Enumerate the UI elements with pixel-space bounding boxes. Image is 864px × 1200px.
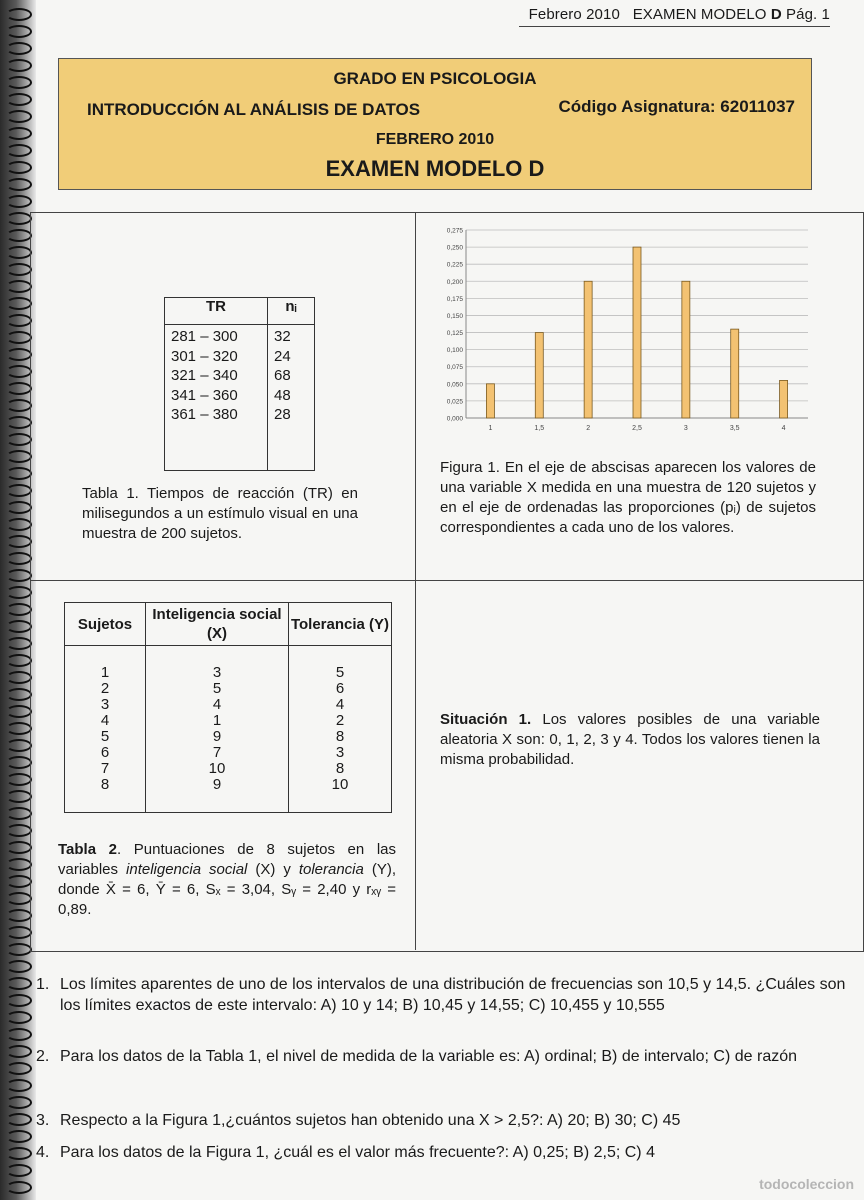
chart-bar: [731, 329, 739, 418]
table2-subject: 1: [100, 664, 110, 682]
chart-y-tick-label: 0,050: [446, 381, 463, 389]
binding-ring: [6, 1147, 32, 1160]
chart-x-tick-label: 1,5: [534, 425, 545, 432]
table2-caption-var-y: tolerancia: [298, 861, 364, 878]
chart-y-tick-label: 0,125: [446, 330, 463, 338]
figure1-caption: Figura 1. En el eje de abscisas aparecen los valores de una variable X medida en una muestra de 120 sujetos y en el eje de ordenadas las proporciones (pᵢ) de sujetos correspondientes a cada uno de los valores.: [440, 459, 816, 536]
table2-x: 7: [212, 743, 222, 761]
binding-ring: [6, 127, 32, 140]
table1-interval: 341 – 360: [171, 386, 238, 404]
chart-x-tick-label: 1: [488, 425, 493, 432]
course-title: INTRODUCCIÓN AL ANÁLISIS DE DATOS: [87, 100, 421, 119]
chart-bar: [486, 384, 494, 418]
table1-count: 48: [274, 386, 291, 404]
binding-ring: [6, 586, 32, 599]
header-rule: [519, 26, 830, 27]
chart-y-tick-label: 0,200: [446, 278, 463, 286]
chart-y-ticks: [447, 228, 464, 423]
binding-ring: [6, 263, 32, 276]
exam-model: EXAMEN MODELO D: [325, 156, 545, 181]
question-number: 4.: [36, 1144, 50, 1161]
binding-ring: [6, 1028, 32, 1041]
title-box: [58, 58, 812, 190]
binding-ring: [6, 756, 32, 769]
binding-ring: [6, 42, 32, 55]
binding-ring: [6, 1113, 32, 1126]
binding-ring: [6, 1045, 32, 1058]
table2-y: 2: [335, 712, 345, 730]
table2-y: 3: [335, 743, 345, 761]
chart-y-tick-label: 0,150: [446, 312, 463, 320]
header-page: Pág. 1: [786, 6, 830, 23]
binding-ring: [6, 365, 32, 378]
chart-bar: [535, 333, 543, 418]
table1-count: 68: [274, 367, 291, 384]
binding-ring: [6, 824, 32, 837]
table2-x: 4: [212, 696, 222, 714]
binding-ring: [6, 790, 32, 803]
binding-ring: [6, 484, 32, 497]
question-3: [36, 1110, 854, 1131]
table2-x: 9: [212, 775, 222, 793]
binding-ring: [6, 518, 32, 531]
question-text: Para los datos de la Tabla 1, el nivel de medida de la variable es: A) ordinal; B) de intervalo; C) de razón: [60, 1048, 798, 1065]
table-row: [165, 325, 315, 471]
table2-caption: [58, 840, 396, 920]
question-text: Los límites aparentes de uno de los intervalos de una distribución de frecuencias son 10,5 y 14,5. ¿Cuáles son los límites exactos de este intervalo: A) 10 y 14; B) 10,45 y 14,55; C) 10,455 y 10,555: [60, 976, 846, 1014]
watermark: todocoleccion: [759, 1176, 854, 1192]
question-number: 3.: [36, 1112, 50, 1129]
grid-horizontal-divider: [30, 580, 864, 581]
chart-x-tick-label: 2,5: [632, 425, 642, 432]
table2-y: 8: [335, 728, 345, 745]
question-text: Para los datos de la Figura 1, ¿cuál es el valor más frecuente?: A) 0,25; B) 2,5; C) 4: [60, 1144, 655, 1161]
table2-subject: 8: [100, 775, 110, 793]
binding-ring: [6, 1011, 32, 1024]
chart-y-tick-label: 0,025: [446, 398, 463, 406]
binding-ring: [6, 1062, 32, 1075]
header-model-letter: D: [770, 6, 782, 23]
binding-ring: [6, 688, 32, 701]
binding-ring: [6, 450, 32, 463]
binding-ring: [6, 178, 32, 191]
binding-ring: [6, 246, 32, 259]
binding-ring: [6, 195, 32, 208]
question-4: [36, 1142, 854, 1163]
binding-ring: [6, 1181, 32, 1194]
table2-caption-label: Tabla 2: [58, 841, 117, 858]
table2-caption-var-x: inteligencia social: [126, 861, 248, 878]
grid-vertical-divider: [415, 212, 416, 950]
chart-y-tick-label: 0,100: [446, 347, 463, 355]
table1-header-tr: TR: [165, 298, 268, 325]
binding-ring: [6, 161, 32, 174]
chart-bar: [633, 247, 641, 418]
binding-ring: [6, 637, 32, 650]
chart-x-tick-label: 4: [781, 425, 786, 432]
table2-subject: 4: [100, 712, 110, 730]
binding-ring: [6, 739, 32, 752]
binding-ring: [6, 416, 32, 429]
binding-ring: [6, 348, 32, 361]
binding-ring: [6, 1130, 32, 1143]
chart-y-tick-label: 0,175: [446, 295, 463, 303]
situation-1-label: Situación 1.: [440, 711, 532, 728]
binding-ring: [6, 8, 32, 21]
header-date: Febrero 2010: [528, 6, 620, 23]
table2-subject: 5: [100, 728, 110, 745]
table1-interval: 321 – 340: [171, 367, 238, 384]
binding-ring: [6, 59, 32, 72]
chart-y-tick-label: 0,225: [446, 261, 463, 269]
table2-subject: 6: [100, 743, 110, 761]
binding-ring: [6, 841, 32, 854]
chart-y-tick-label: 0,250: [446, 244, 463, 252]
situation-1-text: Los valores posibles de una variable aleatoria X son: 0, 1, 2, 3 y 4. Todos los valores tienen la misma probabilidad.: [440, 711, 820, 768]
chart-x-tick-label: 3: [683, 425, 688, 432]
figure-1-chart: [430, 222, 810, 440]
chart-x-tick-label: 2: [586, 425, 591, 432]
table-1: [164, 297, 315, 471]
binding-ring: [6, 1096, 32, 1109]
table1-interval: 361 – 380: [171, 406, 238, 423]
table2-x: 9: [212, 728, 222, 745]
binding-ring: [6, 807, 32, 820]
table2-header-tolerance: Tolerancia (Y): [289, 603, 392, 646]
table1-caption: Tabla 1. Tiempos de reacción (TR) en milisegundos a un estímulo visual en una muestra de 200 sujetos.: [82, 485, 358, 542]
binding-ring: [6, 331, 32, 344]
chart-y-tick-label: 0,075: [446, 364, 463, 372]
table2-subject: 7: [100, 759, 110, 777]
binding-ring: [6, 705, 32, 718]
table2-caption-text: . Puntuaciones de 8 sujetos en las variables: [58, 841, 396, 878]
binding-ring: [6, 535, 32, 548]
question-text: Respecto a la Figura 1,¿cuántos sujetos han obtenido una X > 2,5?: A) 20; B) 30; C) 45: [60, 1112, 681, 1129]
binding-ring: [6, 501, 32, 514]
table2-y: 5: [335, 664, 345, 682]
binding-ring: [6, 467, 32, 480]
binding-ring: [6, 433, 32, 446]
question-number: 1.: [36, 976, 50, 993]
chart-x-ticks: [488, 425, 785, 432]
table1-header-ni: nᵢ: [268, 298, 315, 325]
table1-interval: 301 – 320: [171, 347, 238, 365]
binding-ring: [6, 552, 32, 565]
binding-ring: [6, 994, 32, 1007]
binding-ring: [6, 229, 32, 242]
binding-ring: [6, 110, 32, 123]
table1-count: 28: [274, 406, 291, 423]
question-2: [36, 1046, 854, 1067]
chart-bar: [584, 281, 592, 418]
binding-ring: [6, 212, 32, 225]
page-header: [529, 6, 830, 23]
table1-count: 32: [274, 328, 291, 345]
table2-y: 6: [335, 680, 345, 698]
binding-ring: [6, 773, 32, 786]
binding-ring: [6, 875, 32, 888]
question-number: 2.: [36, 1048, 50, 1065]
chart-y-tick-label: 0,275: [446, 227, 463, 235]
header-exam: EXAMEN MODELO: [632, 6, 767, 23]
binding-ring: [6, 144, 32, 157]
table2-subject: 2: [100, 680, 110, 698]
exam-date: FEBRERO 2010: [375, 131, 495, 148]
binding-ring: [6, 977, 32, 990]
binding-ring: [6, 909, 32, 922]
binding-ring: [6, 722, 32, 735]
binding-ring: [6, 926, 32, 939]
binding-ring: [6, 25, 32, 38]
table-2: [64, 602, 392, 813]
chart-bar: [682, 281, 690, 418]
table1-interval: 281 – 300: [171, 328, 238, 345]
binding-ring: [6, 382, 32, 395]
binding-ring: [6, 943, 32, 956]
table2-y: 10: [331, 775, 349, 793]
binding-ring: [6, 280, 32, 293]
table2-x: 10: [208, 759, 226, 777]
binding-ring: [6, 297, 32, 310]
table2-x: 3: [212, 664, 222, 682]
binding-ring: [6, 960, 32, 973]
binding-ring: [6, 892, 32, 905]
table2-caption-stats: (Y), donde X̄ = 6, Ȳ = 6, Sₓ = 3,04, Sᵧ = 2,40 y rₓᵧ = 0,89.: [58, 861, 396, 918]
binding-ring: [6, 569, 32, 582]
table2-y: 8: [335, 759, 345, 777]
chart-x-tick-label: 3,5: [729, 425, 740, 432]
binding-ring: [6, 671, 32, 684]
binding-ring: [6, 654, 32, 667]
table2-x: 1: [212, 712, 222, 730]
binding-ring: [6, 620, 32, 633]
binding-ring: [6, 314, 32, 327]
chart-y-tick-label: 0,000: [446, 415, 463, 423]
binding-ring: [6, 858, 32, 871]
table2-header-intelligence: Inteligencia social (X): [146, 603, 289, 646]
binding-ring: [6, 603, 32, 616]
table2-caption-text: (X) y: [247, 861, 299, 878]
degree-title: GRADO EN PSICOLOGIA: [333, 69, 537, 88]
course-code: Código Asignatura: 62011037: [558, 97, 795, 116]
binding-ring: [6, 1164, 32, 1177]
binding-ring: [6, 76, 32, 89]
table2-subject: 3: [100, 696, 110, 714]
question-1: [36, 974, 854, 1016]
binding-ring: [6, 1079, 32, 1092]
binding-ring: [6, 93, 32, 106]
binding-ring: [6, 399, 32, 412]
table-row: [65, 646, 392, 813]
table2-y: 4: [335, 696, 345, 714]
table2-x: 5: [212, 680, 222, 698]
chart-bar: [780, 380, 788, 418]
table2-header-subjects: Sujetos: [65, 603, 146, 646]
situation-1: [440, 710, 820, 770]
table1-count: 24: [274, 347, 291, 365]
